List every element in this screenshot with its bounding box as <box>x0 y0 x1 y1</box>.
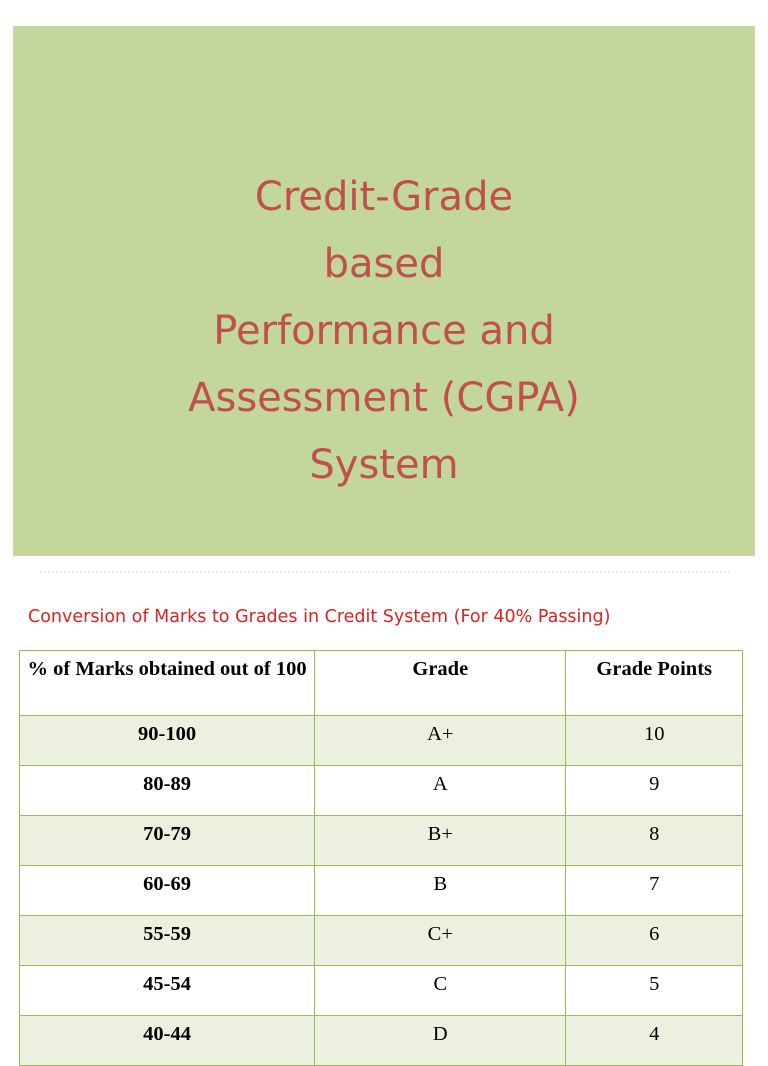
table-header-row <box>20 651 743 716</box>
grade-cell: A+ <box>315 716 566 766</box>
marks-range-cell: 45-54 <box>20 966 315 1016</box>
title-line-1: Credit-Grade <box>254 174 514 220</box>
page-divider <box>40 571 730 573</box>
marks-range-cell: 60-69 <box>20 866 315 916</box>
table-heading: Conversion of Marks to Grades in Credit System (For 40% Passing) <box>28 607 611 627</box>
table-row <box>20 866 743 916</box>
grade-cell: A <box>315 766 566 816</box>
marks-range-cell: 70-79 <box>20 816 315 866</box>
grade-cell: B+ <box>315 816 566 866</box>
title-slide <box>13 26 755 556</box>
table-row <box>20 816 743 866</box>
table-row <box>20 766 743 816</box>
table-row <box>20 716 743 766</box>
marks-range-cell: 90-100 <box>20 716 315 766</box>
title-line-5: System <box>309 442 459 488</box>
grade-conversion-table <box>19 650 743 1066</box>
slide-title <box>13 164 755 499</box>
grade-points-cell: 4 <box>566 1016 743 1066</box>
title-line-4: Assessment (CGPA) <box>188 375 580 421</box>
marks-range-cell: 55-59 <box>20 916 315 966</box>
grade-cell: B <box>315 866 566 916</box>
header-marks: % of Marks obtained out of 100 <box>20 651 315 716</box>
grade-points-cell: 5 <box>566 966 743 1016</box>
title-line-2: based <box>323 241 445 287</box>
header-grade-points: Grade Points <box>566 651 743 716</box>
header-grade: Grade <box>315 651 566 716</box>
marks-range-cell: 80-89 <box>20 766 315 816</box>
grade-points-cell: 9 <box>566 766 743 816</box>
grade-cell: C+ <box>315 916 566 966</box>
table-row <box>20 966 743 1016</box>
table-row <box>20 916 743 966</box>
grade-points-cell: 8 <box>566 816 743 866</box>
grade-points-cell: 6 <box>566 916 743 966</box>
grade-points-cell: 7 <box>566 866 743 916</box>
marks-range-cell: 40-44 <box>20 1016 315 1066</box>
grade-cell: D <box>315 1016 566 1066</box>
title-line-3: Performance and <box>213 308 555 354</box>
grade-points-cell: 10 <box>566 716 743 766</box>
grade-cell: C <box>315 966 566 1016</box>
table-row <box>20 1016 743 1066</box>
